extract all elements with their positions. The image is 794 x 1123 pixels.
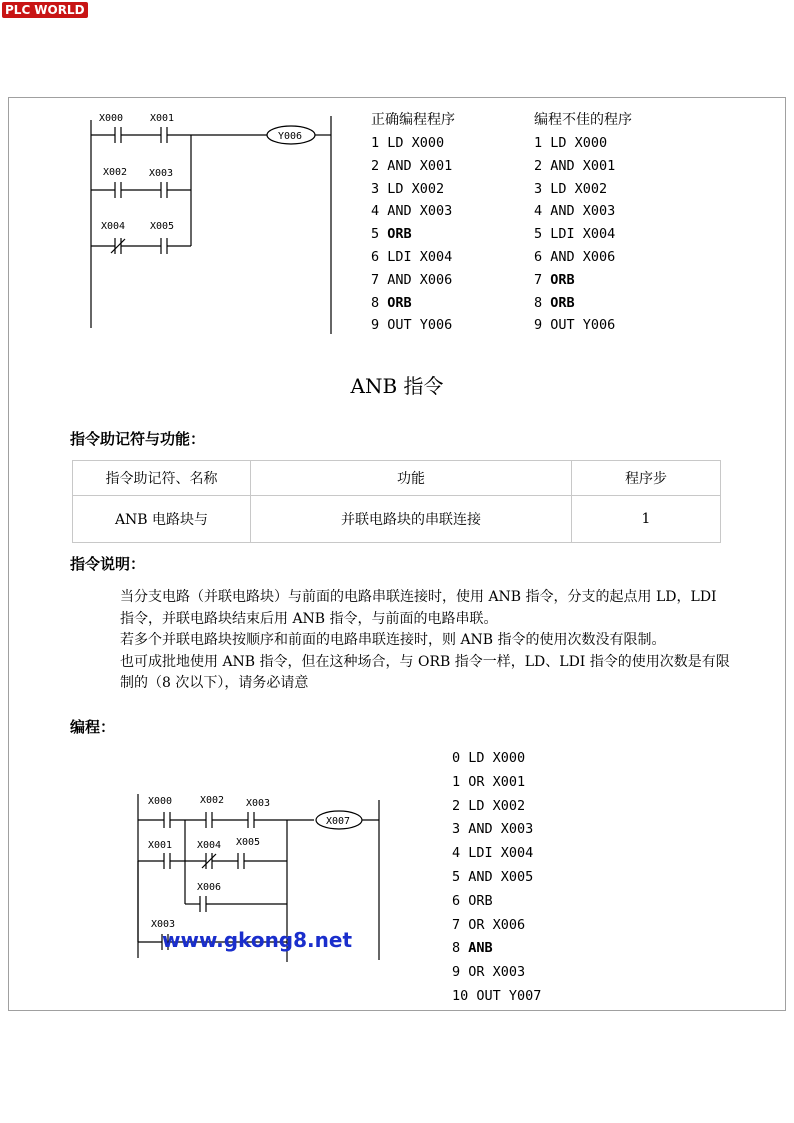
- section-programming-heading: 编程：: [70, 718, 116, 736]
- table-header-cell: 功能: [251, 461, 572, 496]
- program-line: 6 ORB: [452, 892, 493, 909]
- ladder-diagram-1: [85, 108, 345, 338]
- program-line: 7 OR X006: [452, 916, 526, 933]
- contact-label-x003: X003: [246, 798, 271, 809]
- program-line: 8 ORB: [371, 294, 412, 311]
- logo-world: WORLD: [33, 2, 87, 18]
- program-line: 9 OUT Y006: [534, 317, 616, 334]
- program-line: 3 LD X002: [534, 180, 608, 197]
- contact-label-x003: X003: [149, 168, 174, 179]
- page-title: ANB 指令: [350, 374, 444, 398]
- table-row: [73, 496, 721, 543]
- contact-label-x004: X004: [101, 221, 126, 232]
- contact-label-x001: X001: [150, 113, 175, 124]
- contact-label-x003-b: X003: [151, 919, 176, 930]
- instruction-description: [120, 587, 730, 695]
- table-header-cell: 指令助记符、名称: [73, 461, 251, 496]
- section-mnemonic-heading: 指令助记符与功能：: [70, 430, 206, 448]
- program-line: 3 LD X002: [371, 180, 445, 197]
- plcworld-logo: [2, 2, 88, 18]
- program-line: 5 AND X005: [452, 868, 534, 885]
- contact-label-x005: X005: [150, 221, 175, 232]
- table-cell: ANB 电路块与: [73, 496, 251, 543]
- table-header-row: [73, 461, 721, 496]
- program-line: 5 LDI X004: [534, 226, 616, 243]
- program-poor: [534, 108, 632, 337]
- coil-label-y006: Y006: [278, 131, 303, 142]
- contact-label-x002: X002: [200, 795, 225, 806]
- program-line: 1 OR X001: [452, 773, 526, 790]
- table-cell: 并联电路块的串联连接: [251, 496, 572, 543]
- program-line: 2 AND X001: [534, 157, 616, 174]
- program-line: 4 LDI X004: [452, 845, 534, 862]
- section-desc-heading: 指令说明：: [70, 555, 146, 573]
- table-cell: 1: [572, 496, 721, 543]
- program-line: 0 LD X000: [452, 750, 526, 766]
- program-line: 9 OUT Y006: [371, 317, 453, 334]
- contact-label-x000: X000: [99, 113, 124, 124]
- program-line: 8 ORB: [534, 294, 575, 311]
- program-line: 6 AND X006: [534, 248, 616, 265]
- program-line: 8 ANB: [452, 940, 493, 957]
- program-line: 4 AND X003: [534, 203, 616, 220]
- desc-paragraph: 若多个并联电路块按顺序和前面的电路串联连接时，则 ANB 指令的使用次数没有限制。: [120, 632, 666, 649]
- table-header-cell: 程序步: [572, 461, 721, 496]
- program-line: 5 ORB: [371, 226, 412, 243]
- contact-label-x005: X005: [236, 837, 261, 848]
- program-line: 1 LD X000: [371, 135, 445, 151]
- contact-label-x002: X002: [103, 167, 128, 178]
- program-poor-heading: 编程不佳的程序: [534, 112, 632, 128]
- program-line: 1 LD X000: [534, 135, 608, 151]
- program-line: 4 AND X003: [371, 203, 453, 220]
- desc-paragraph: 也可成批地使用 ANB 指令，但在这种场合，与 ORB 指令一样，LD、LDI 指令的使用次数是有限制的（8 次以下），请务必请意: [120, 653, 730, 692]
- program-line: 6 LDI X004: [371, 248, 453, 265]
- watermark-url: www.gkong8.net: [162, 928, 352, 952]
- contact-label-x000: X000: [148, 796, 173, 807]
- program-line: 2 AND X001: [371, 157, 453, 174]
- program-line: 2 LD X002: [452, 797, 526, 814]
- program-correct: [371, 108, 455, 337]
- coil-label-x007: X007: [326, 816, 351, 827]
- desc-paragraph: 当分支电路（并联电路块）与前面的电路串联连接时，使用 ANB 指令，分支的起点用 LD，LDI 指令，并联电路块结束后用 ANB 指令，与前面的电路串联。: [120, 589, 717, 627]
- logo-plc: PLC: [2, 2, 33, 18]
- mnemonic-table: [72, 460, 721, 543]
- program-line: 9 OR X003: [452, 964, 526, 981]
- program-correct-heading: 正确编程程序: [371, 112, 455, 128]
- contact-label-x001: X001: [148, 840, 173, 851]
- program-2: [452, 747, 541, 1009]
- program-line: 7 AND X006: [371, 271, 453, 288]
- contact-label-x004: X004: [197, 840, 222, 851]
- program-line: 10 OUT Y007: [452, 987, 542, 1004]
- contact-label-x006: X006: [197, 882, 222, 893]
- program-line: 3 AND X003: [452, 821, 534, 838]
- program-line: 7 ORB: [534, 271, 575, 288]
